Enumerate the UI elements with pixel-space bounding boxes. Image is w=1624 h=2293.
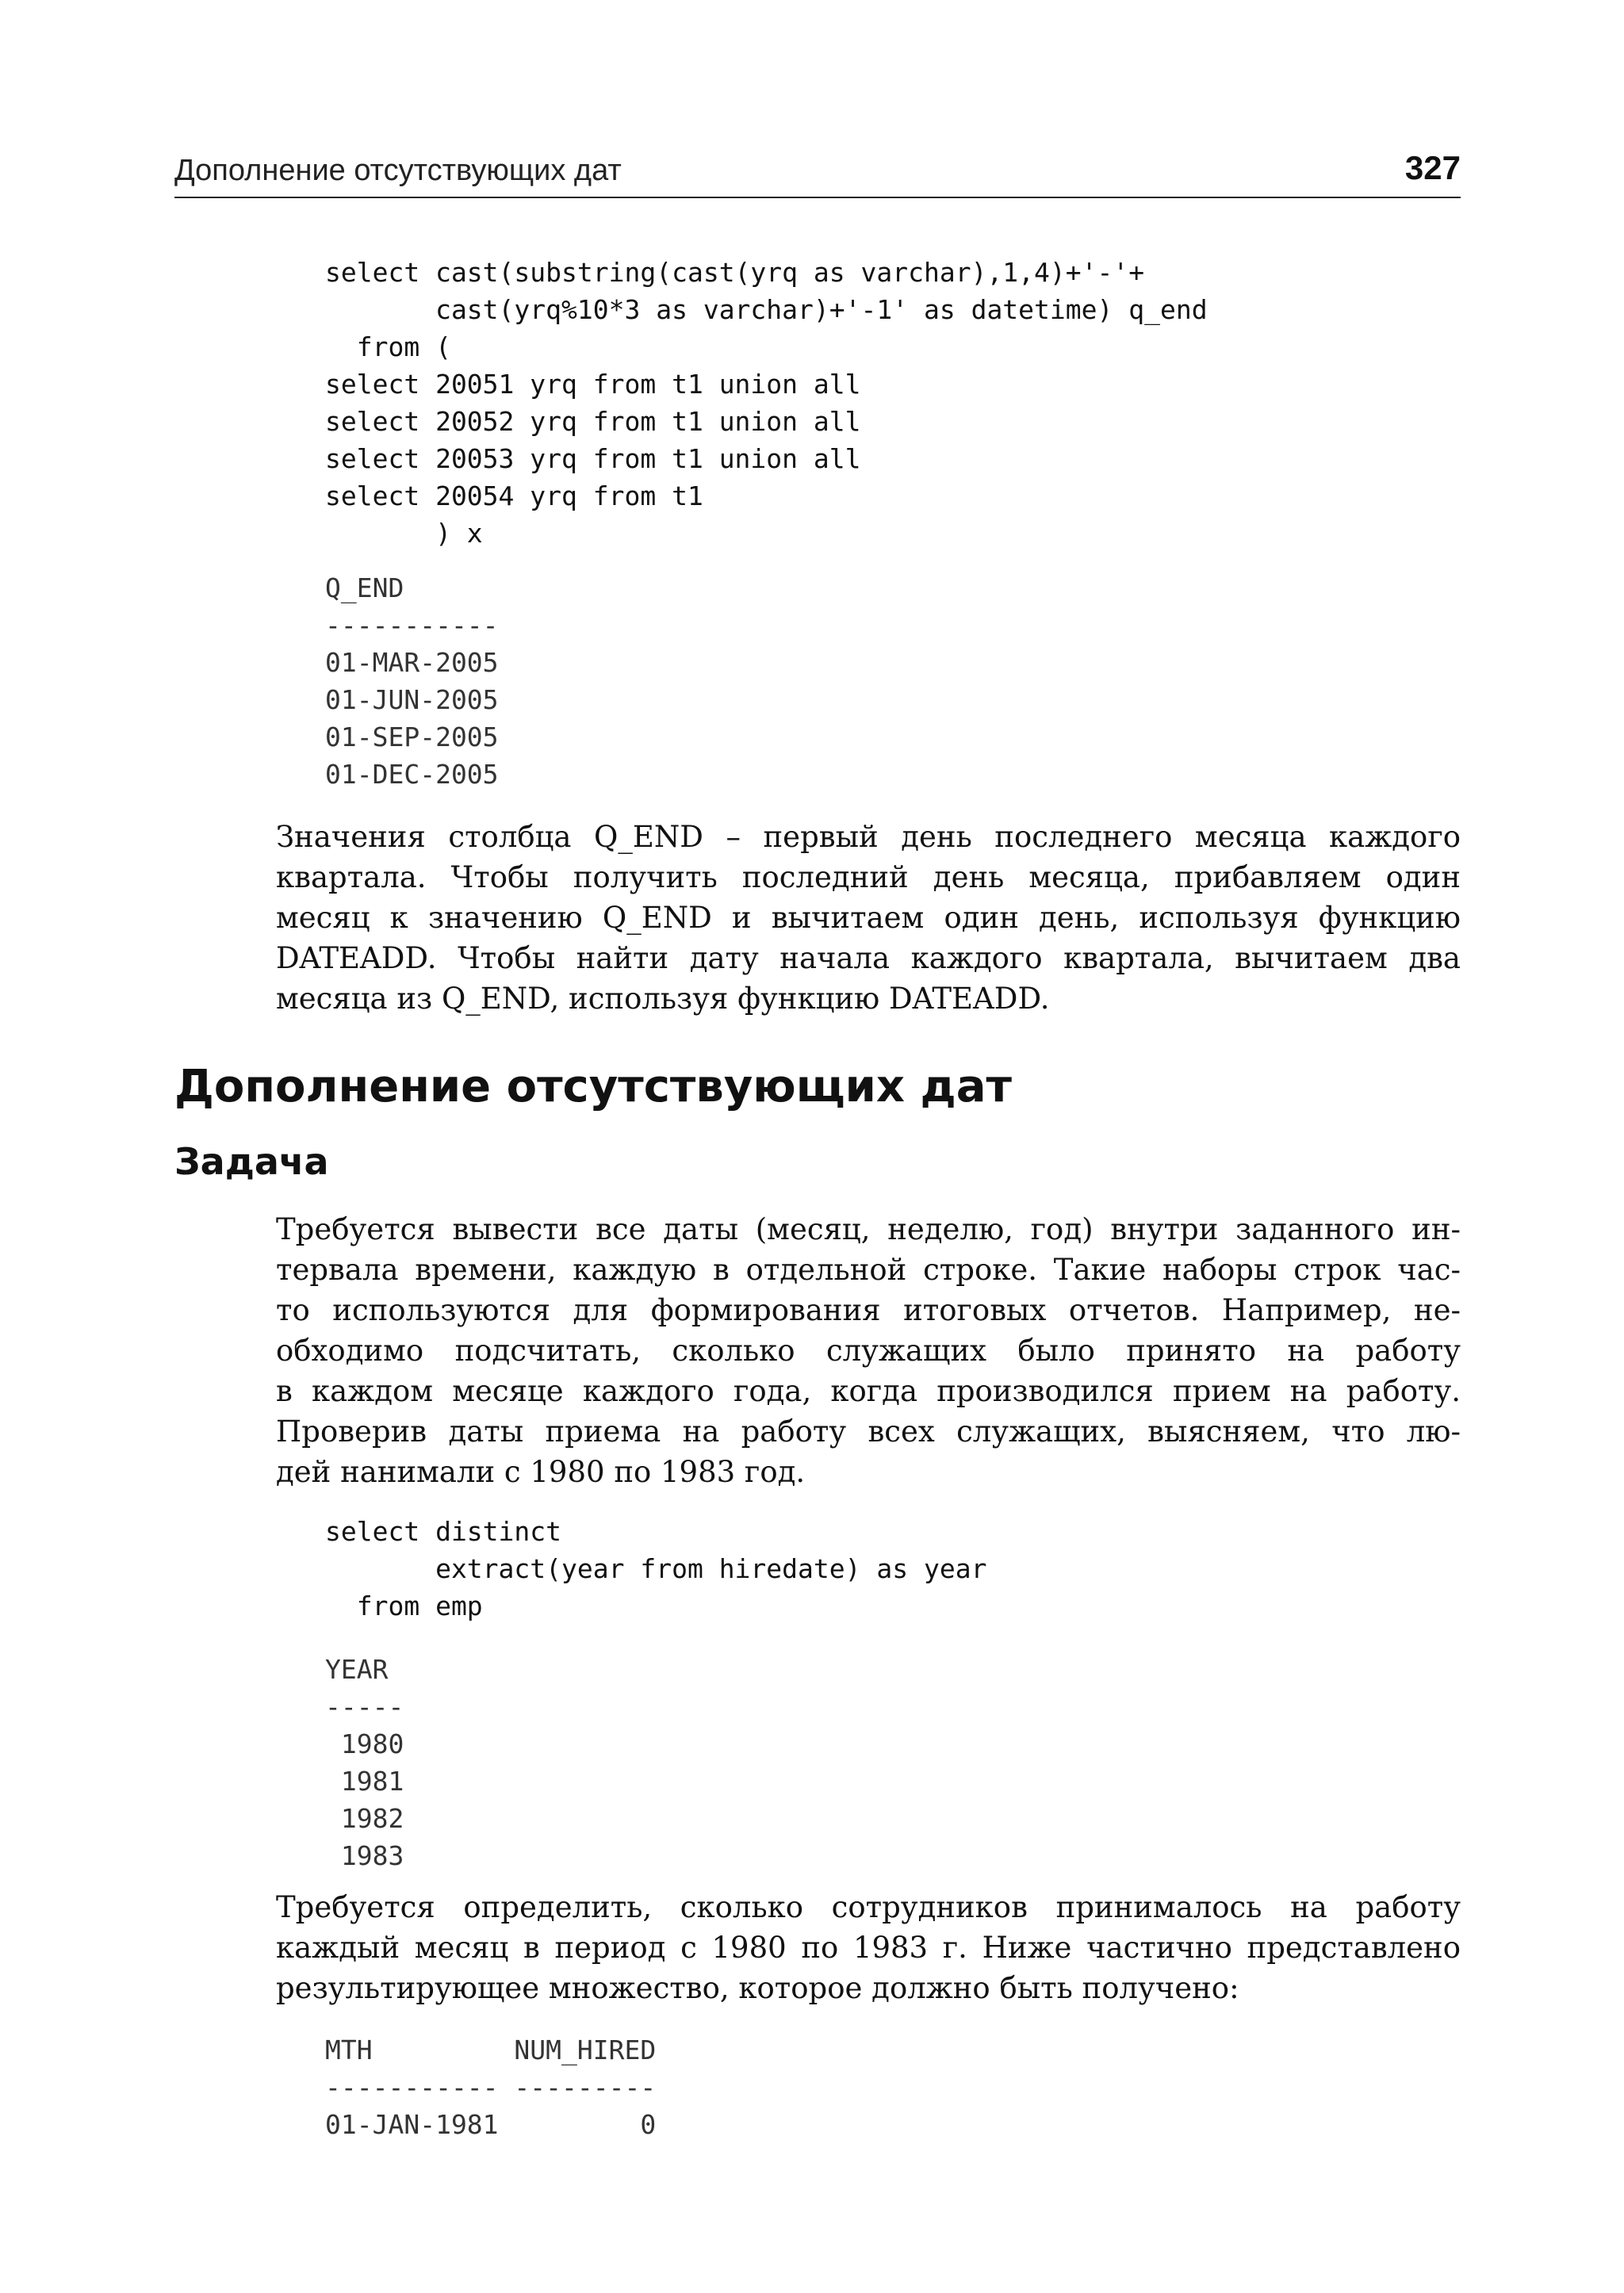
query-output-q-end: Q_END ----------- 01-MAR-2005 01-JUN-2005 01-SEP-2005 01-DEC-2005 [325, 572, 499, 790]
paragraph-task-description [276, 1209, 1461, 1492]
paragraph-line: в каждом месяце каждого года, когда производился прием на работу. [276, 1374, 1461, 1408]
paragraph-line: месяц к значению Q_END и вычитаем один день, используя функцию [276, 901, 1461, 935]
paragraph-line: Требуется определить, сколько сотрудников принималось на работу [276, 1890, 1461, 1924]
paragraph-q-end-explanation [276, 817, 1461, 1019]
paragraph-line: месяца из Q_END, используя функцию DATEADD. [276, 982, 1050, 1016]
paragraph-line: DATEADD. Чтобы найти дату начала каждого квартала, вычитаем два [276, 941, 1461, 975]
paragraph-line: квартала. Чтобы получить последний день месяца, прибавляем один [276, 860, 1461, 894]
paragraph-line: Проверив даты приема на работу всех служащих, выясняем, что лю- [276, 1414, 1461, 1449]
subsection-heading: Задача [174, 1140, 329, 1183]
running-header [174, 149, 1461, 198]
running-title: Дополнение отсутствующих дат [174, 154, 622, 187]
paragraph-line: результирующее множество, которое должно быть получено: [276, 1971, 1239, 2005]
paragraph-line: обходимо подсчитать, сколько служащих было принято на работу [276, 1334, 1461, 1368]
page-number: 327 [1404, 149, 1461, 186]
section-heading: Дополнение отсутствующих дат [174, 1061, 1012, 1112]
paragraph-line: каждый месяц в период с 1980 по 1983 г. Ниже частично представлено [276, 1931, 1461, 1965]
paragraph-required-result [276, 1887, 1461, 2008]
paragraph-line: Требуется вывести все даты (месяц, неделю, год) внутри заданного ин- [276, 1212, 1461, 1246]
sql-query-q-end: select cast(substring(cast(yrq as varchar),1,4)+'-'+ cast(yrq%10*3 as varchar)+'-1' as datetime) q_end from ( select 20051 yrq from t1 union all select 20052 yrq from t1 union all select 20053 yrq from t1 union all select 20054 yrq from t1 ) x [325, 257, 1208, 549]
query-output-years: YEAR ----- 1980 1981 1982 1983 [325, 1654, 404, 1871]
sql-query-hire-years: select distinct extract(year from hiredate) as year from emp [325, 1516, 987, 1621]
paragraph-line: тервала времени, каждую в отдельной строке. Такие наборы строк час- [276, 1253, 1461, 1287]
paragraph-line: дей нанимали с 1980 по 1983 год. [276, 1455, 806, 1489]
paragraph-line: Значения столбца Q_END – первый день последнего месяца каждого [276, 820, 1461, 854]
paragraph-line: то используются для формирования итоговых отчетов. Например, не- [276, 1293, 1461, 1327]
expected-result-table: MTH NUM_HIRED ----------- --------- 01-JAN-1981 0 [325, 2035, 657, 2140]
